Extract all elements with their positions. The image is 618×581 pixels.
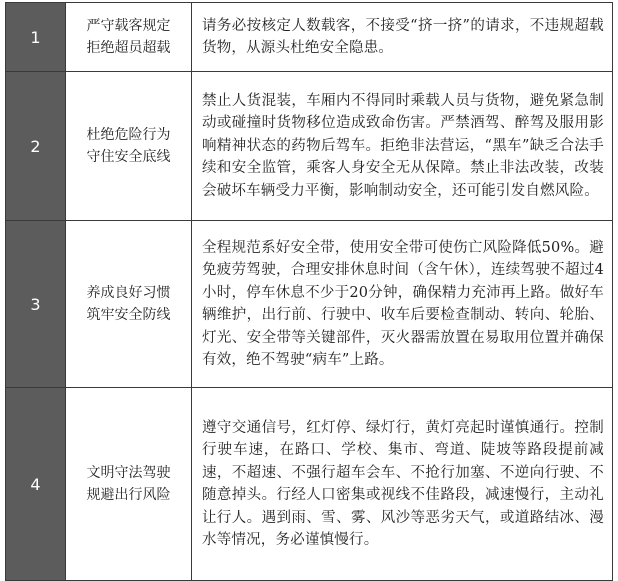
row-title-line: 杜绝危险行为 (86, 127, 171, 143)
row-title (66, 388, 192, 581)
row-number: 4 (6, 388, 66, 581)
table-row (6, 221, 613, 388)
row-title-line: 养成良好习惯 (86, 285, 171, 301)
row-title (66, 221, 192, 388)
safety-rules-table (5, 2, 613, 581)
row-title (66, 72, 192, 221)
row-description: 全程规范系好安全带，使用安全带可使伤亡风险降低50%。避免疲劳驾驶，合理安排休息时间（含午休），连续驾驶不超过4小时，停车休息不少于20分钟，确保精力充沛再上路。做好车辆维护，出行前、行驶中、收车后要检查制动、转向、轮胎、灯光、安全带等关键部件，灭火器需放置在易取用位置并确保有效，绝不驾驶“病车”上路。 (192, 221, 613, 388)
row-title-line: 拒绝超员超载 (86, 40, 171, 56)
row-title-line: 文明守法驾驶 (86, 465, 171, 481)
row-description: 请务必按核定人数载客，不接受“挤一挤”的请求，不违规超载货物，从源头杜绝安全隐患。 (192, 3, 613, 72)
row-number: 3 (6, 221, 66, 388)
row-number: 1 (6, 3, 66, 72)
row-title-line: 规避出行风险 (86, 487, 171, 503)
table-row (6, 3, 613, 72)
row-description: 禁止人货混装，车厢内不得同时乘载人员与货物，避免紧急制动或碰撞时货物移位造成致命伤害。严禁酒驾、醉驾及服用影响精神状态的药物后驾车。拒绝非法营运，“黑车”缺乏合法手续和安全监管，乘客人身安全无从保障。禁止非法改装，改装会破坏车辆受力平衡，影响制动安全，还可能引发自燃风险。 (192, 72, 613, 221)
row-description: 遵守交通信号，红灯停、绿灯行，黄灯亮起时谨慎通行。控制行驶车速，在路口、学校、集市、弯道、陡坡等路段提前减速，不超速、不强行超车会车、不抢行加塞、不逆向行驶、不随意掉头。行经人口密集或视线不佳路段，减速慢行，主动礼让行人。遇到雨、雪、雾、风沙等恶劣天气，或道路结冰、漫水等情况，务必谨慎慢行。 (192, 388, 613, 581)
row-title-line: 守住安全底线 (86, 149, 171, 165)
table-row (6, 388, 613, 581)
row-title-line: 筑牢安全防线 (86, 307, 171, 323)
table-row (6, 72, 613, 221)
row-title-line: 严守载客规定 (86, 18, 171, 34)
row-title (66, 3, 192, 72)
row-number: 2 (6, 72, 66, 221)
